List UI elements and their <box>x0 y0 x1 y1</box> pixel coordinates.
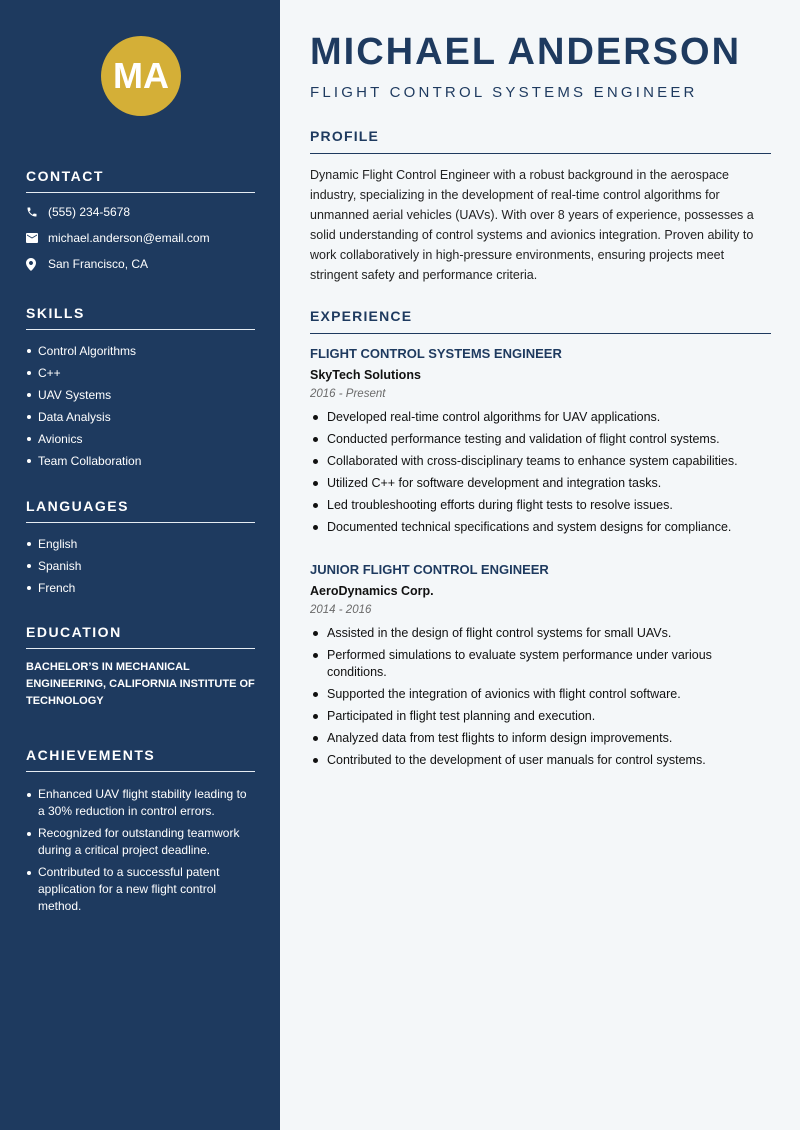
job-title: JUNIOR FLIGHT CONTROL ENGINEER <box>310 562 549 577</box>
achievement-item: Recognized for outstanding teamwork during a critical project deadline. <box>26 825 255 859</box>
job-bullet: Developed real-time control algorithms for UAV applications. <box>310 409 771 426</box>
job-title-headline: FLIGHT CONTROL SYSTEMS ENGINEER <box>310 84 698 101</box>
achievements-list <box>26 786 255 915</box>
skills-list <box>26 340 255 472</box>
job-company: AeroDynamics Corp. <box>310 584 434 598</box>
skills-heading: SKILLS <box>26 305 255 330</box>
job-title: FLIGHT CONTROL SYSTEMS ENGINEER <box>310 346 562 361</box>
skill-item: Data Analysis <box>26 406 255 428</box>
achievements-section <box>26 747 255 920</box>
contact-location <box>26 251 255 277</box>
candidate-name: MICHAEL ANDERSON <box>310 31 742 73</box>
education-degree: BACHELOR’S IN MECHANICAL ENGINEERING, CALIFORNIA INSTITUTE OF TECHNOLOGY <box>26 661 255 707</box>
experience-heading: EXPERIENCE <box>310 308 771 334</box>
job-bullet: Analyzed data from test flights to inform design improvements. <box>310 730 771 747</box>
sidebar <box>0 0 280 1130</box>
skill-item: Avionics <box>26 428 255 450</box>
language-item: French <box>26 577 255 599</box>
achievements-heading: ACHIEVEMENTS <box>26 747 255 772</box>
job-dates: 2014 - 2016 <box>310 604 372 616</box>
achievement-item: Contributed to a successful patent application for a new flight control method. <box>26 864 255 915</box>
contact-section <box>26 168 255 277</box>
phone-text: (555) 234-5678 <box>48 205 131 219</box>
skill-item: Team Collaboration <box>26 450 255 472</box>
profile-text: Dynamic Flight Control Engineer with a robust background in the aerospace industry, specializing in the development of real-time control algorithms for unmanned aerial vehicles (UAVs). With over 8 years of experience, possesses a solid understanding of control systems and avionics integration. Proven ability to work collaboratively in high-pressure environments, ensuring projects meet stringent safety and performance criteria. <box>310 168 754 282</box>
location-text: San Francisco, CA <box>48 257 149 271</box>
job-dates: 2016 - Present <box>310 388 386 400</box>
skill-item: Control Algorithms <box>26 340 255 362</box>
job-entry <box>310 562 771 774</box>
job-bullet: Documented technical specifications and system designs for compliance. <box>310 519 771 536</box>
contact-phone <box>26 199 255 225</box>
job-bullet: Performed simulations to evaluate system performance under various conditions. <box>310 647 771 681</box>
job-bullet: Supported the integration of avionics with flight control software. <box>310 686 771 703</box>
contact-heading: CONTACT <box>26 168 255 193</box>
job-bullet: Collaborated with cross-disciplinary teams to enhance system capabilities. <box>310 453 771 470</box>
email-text: michael.anderson@email.com <box>48 231 210 245</box>
job-bullet: Participated in flight test planning and execution. <box>310 708 771 725</box>
email-icon <box>26 233 48 243</box>
job-bullet: Contributed to the development of user manuals for control systems. <box>310 752 771 769</box>
language-item: Spanish <box>26 555 255 577</box>
job-bullet: Conducted performance testing and validation of flight control systems. <box>310 431 771 448</box>
skill-item: UAV Systems <box>26 384 255 406</box>
contact-email <box>26 225 255 251</box>
experience-section <box>310 308 771 334</box>
skills-section <box>26 305 255 472</box>
job-bullet: Utilized C++ for software development and integration tasks. <box>310 475 771 492</box>
languages-section <box>26 498 255 599</box>
languages-heading: LANGUAGES <box>26 498 255 523</box>
phone-icon <box>26 206 48 218</box>
job-bullet: Assisted in the design of flight control systems for small UAVs. <box>310 625 771 642</box>
language-item: English <box>26 533 255 555</box>
job-bullets <box>310 409 771 536</box>
education-heading: EDUCATION <box>26 624 255 649</box>
location-pin-icon <box>26 258 48 271</box>
languages-list <box>26 533 255 599</box>
skill-item: C++ <box>26 362 255 384</box>
job-company: SkyTech Solutions <box>310 368 421 382</box>
achievement-item: Enhanced UAV flight stability leading to a 30% reduction in control errors. <box>26 786 255 820</box>
job-bullets <box>310 625 771 769</box>
job-bullet: Led troubleshooting efforts during flight tests to resolve issues. <box>310 497 771 514</box>
avatar: MA <box>101 36 181 116</box>
profile-heading: PROFILE <box>310 128 771 154</box>
job-entry <box>310 346 771 541</box>
profile-section <box>310 128 771 285</box>
education-section <box>26 624 255 710</box>
